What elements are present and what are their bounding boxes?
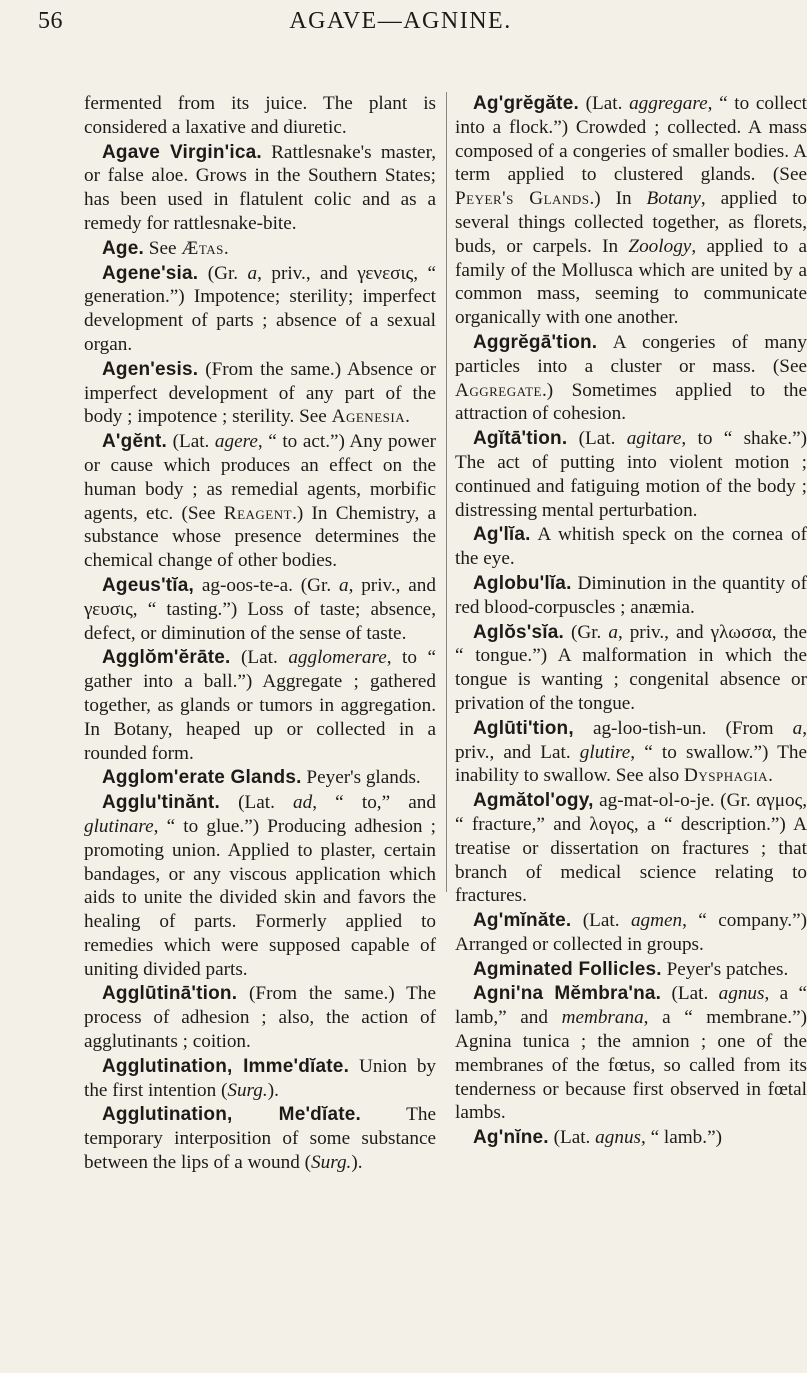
- entry-headword: Agglutination, Me'dĭate.: [102, 1104, 362, 1126]
- entry-text: ag-mat-ol-o-je. (Gr. αγμος, “ fracture,” and λογος, a “ description.”) A treatise or dissertation on fractures ; that branch of medical science relating to fractures.: [455, 790, 807, 907]
- entry-text: (Lat.: [230, 647, 289, 669]
- entry-text: ).: [351, 1152, 363, 1174]
- entry-text: (Lat.: [578, 93, 630, 114]
- dictionary-entry: [84, 646, 436, 765]
- entry-text: See: [143, 237, 182, 259]
- page-number: 56: [38, 8, 63, 34]
- entry-text: , “ to collect into a flock.”) Crowded ; collected. A mass composed of a congeries of smaller bodies. A term applied to clustered glands. (See: [455, 93, 807, 186]
- dictionary-entry: [84, 141, 436, 236]
- entry-text: .) Sometimes applied to the attraction of cohesion.: [455, 379, 807, 425]
- entry-headword: Ageus'tĭa,: [102, 574, 195, 596]
- entry-text: (Lat.: [548, 1127, 596, 1149]
- dictionary-entry: [455, 717, 807, 788]
- italic-term: agitare: [626, 428, 682, 450]
- cross-reference: Peyer's Glands: [455, 188, 590, 210]
- entry-text: ag-oos-te-a. (Gr.: [194, 574, 339, 596]
- entry-headword: Ag'grĕgăte.: [473, 93, 579, 114]
- entry-text: Peyer's glands.: [301, 767, 421, 789]
- italic-term: ad: [293, 792, 313, 814]
- entry-headword: A'gĕnt.: [102, 431, 168, 453]
- entry-text: The temporary interposition of some substance between the lips of a wound (: [84, 1104, 436, 1174]
- right-column: [455, 92, 807, 1151]
- entry-headword: Agĭtā'tion.: [473, 428, 568, 450]
- dictionary-entry: [84, 1055, 436, 1103]
- entry-headword: Ag'mĭnăte.: [473, 910, 572, 932]
- entry-headword: Agmătol'ogy,: [473, 790, 594, 812]
- italic-term: Surg.: [311, 1152, 352, 1174]
- italic-term: agnus: [595, 1127, 641, 1149]
- italic-term: glutire: [579, 741, 631, 763]
- italic-term: Surg.: [227, 1079, 268, 1101]
- italic-term: Botany: [646, 188, 701, 210]
- dictionary-entry: [84, 1103, 436, 1174]
- dictionary-entry: [455, 92, 807, 330]
- entry-text: , priv., and γλωσσα, the “ tongue.”) A malformation in which the tongue is wanting ; congenital absence or privation of the tongue.: [455, 621, 807, 714]
- dictionary-entry: [84, 430, 436, 573]
- entry-text: , to “ gather into a ball.”) Aggregate ; gathered together, as glands or tumors in aggregation. In Botany, heaped up or collected in a rounded form.: [84, 647, 436, 764]
- entry-headword: Agen'esis.: [102, 358, 199, 380]
- italic-term: aggregare: [629, 93, 708, 114]
- entry-text: , applied to a family of the Mollusca which are united by a common mass, seeming to communicate organically with one another.: [455, 235, 807, 329]
- italic-term: glutinare: [84, 815, 154, 837]
- entry-headword: Agglutination, Imme'dĭate.: [102, 1055, 350, 1077]
- dictionary-entry: [84, 92, 436, 140]
- entry-text: .: [405, 406, 410, 428]
- dictionary-entry: [455, 427, 807, 522]
- entry-headword: Aglobu'lĭa.: [473, 572, 572, 594]
- left-column: [84, 92, 436, 1176]
- dictionary-entry: [455, 1126, 807, 1150]
- entry-headword: Agene'sia.: [102, 262, 199, 284]
- dictionary-entry: [84, 237, 436, 261]
- dictionary-entry: [84, 358, 436, 429]
- entry-headword: Agave Virgin'ica.: [102, 141, 262, 163]
- entry-text: , a “ membrane.”) Agnina tunica ; the amnion ; one of the membranes of the fœtus, so called from its tenderness or because first observed in fœtal lambs.: [455, 1007, 807, 1124]
- entry-headword: Agglom'erate Glands.: [102, 767, 302, 789]
- entry-text: A whitish speck on the cornea of the eye.: [455, 524, 807, 570]
- entry-text: , “ to act.”) Any power or cause which produces an effect on the human body ; as remedial agents, morbific agents, etc. (See: [84, 431, 436, 524]
- italic-term: agmen: [630, 910, 683, 932]
- entry-headword: Agni'na Mĕmbra'na.: [473, 983, 662, 1005]
- dictionary-entry: [455, 621, 807, 716]
- entry-text: .: [223, 237, 229, 259]
- italic-term: agnus: [718, 983, 765, 1005]
- dictionary-entry: [455, 523, 807, 571]
- cross-reference: Aggregate: [455, 379, 542, 401]
- entry-text: (Lat.: [167, 431, 215, 453]
- column-divider: [446, 92, 447, 892]
- entry-text: (Gr.: [564, 621, 609, 643]
- entry-text: ag-loo-tish-un. (From: [573, 717, 793, 739]
- entry-headword: Ag'lĭa.: [473, 524, 531, 546]
- italic-term: a: [247, 262, 258, 284]
- dictionary-entry: [455, 572, 807, 620]
- entry-text: (From the same.) The process of adhesion ; also, the action of agglutinants ; coition.: [84, 983, 436, 1053]
- entry-text: , to “ shake.”) The act of putting into violent motion ; continued and fatiguing motion of the body ; distressing mental perturbation.: [455, 428, 807, 521]
- entry-text: , “ lamb.”): [641, 1127, 722, 1149]
- dictionary-entry: [455, 982, 807, 1125]
- running-head: AGAVE—AGNINE.: [289, 8, 512, 34]
- entry-headword: Agglu'tinănt.: [102, 792, 220, 814]
- italic-term: Zoology: [628, 235, 692, 257]
- dictionary-entry: [455, 789, 807, 908]
- dictionary-entry: [84, 574, 436, 645]
- dictionary-entry: [84, 262, 436, 357]
- dictionary-entry: [455, 958, 807, 982]
- entry-text: Rattlesnake's master, or false aloe. Grows in the Southern States; has been used in flatulent colic and as a remedy for rattlesnake-bite.: [84, 141, 436, 234]
- italic-term: a: [792, 717, 803, 739]
- entry-text: (Lat.: [567, 428, 627, 450]
- entry-headword: Age.: [102, 237, 144, 259]
- entry-text: Peyer's patches.: [661, 958, 789, 980]
- entry-text: , “ company.”) Arranged or collected in groups.: [455, 910, 807, 955]
- entry-text: (Lat.: [661, 983, 719, 1005]
- entry-text: , priv., and γενεσις, “ generation.”) Impotence; sterility; imperfect development of parts ; absence of a sexual organ.: [84, 262, 436, 355]
- entry-text: , a “ lamb,” and: [455, 983, 807, 1029]
- entry-text: (From the same.) Absence or imperfect development of any part of the body ; impotence ; sterility. See: [84, 358, 436, 428]
- dictionary-entry: [84, 982, 436, 1053]
- entry-text: Union by the first intention (: [84, 1055, 437, 1101]
- cross-reference: Agenesia: [331, 406, 406, 428]
- dictionary-entry: [455, 331, 807, 426]
- italic-term: membrana: [561, 1007, 644, 1029]
- entry-headword: Agglŏm'ĕrāte.: [102, 647, 231, 669]
- entry-text: ).: [267, 1079, 279, 1101]
- italic-term: agglomerare: [288, 647, 387, 669]
- entry-text: Diminution in the quantity of red blood-corpuscles ; anæmia.: [455, 572, 807, 618]
- entry-text: A congeries of many particles into a cluster or mass. (See: [455, 331, 807, 377]
- entry-headword: Agglūtinā'tion.: [102, 983, 238, 1005]
- entry-text: , “ to swallow.”) The inability to swallow. See also: [455, 741, 807, 787]
- entry-text: .) In: [589, 188, 647, 210]
- entry-headword: Aglūti'tion,: [473, 717, 574, 739]
- entry-text: .) In Chemistry, a substance whose presence determines the chemical change of other bodies.: [84, 502, 436, 572]
- entry-text: (Lat.: [219, 792, 294, 814]
- entry-headword: Agminated Follicles.: [473, 958, 662, 980]
- italic-term: a: [608, 621, 618, 643]
- entry-headword: Aglŏs'sĭa.: [473, 621, 564, 643]
- entry-text: (Gr.: [198, 262, 248, 284]
- cross-reference: Reagent: [223, 502, 293, 524]
- dictionary-entry: [455, 909, 807, 957]
- entry-text: , priv., and γευσις, “ tasting.”) Loss of taste; absence, defect, or diminution of the sense of taste.: [84, 574, 436, 644]
- cross-reference: Ætas: [181, 237, 224, 259]
- italic-term: agere: [214, 431, 258, 453]
- entry-headword: Aggrĕgā'tion.: [473, 331, 598, 353]
- cross-reference: Dysphagia: [683, 765, 769, 787]
- entry-text: , applied to several things collected together, as florets, buds, or carpels. In: [455, 188, 807, 257]
- dictionary-entry: [84, 766, 436, 790]
- dictionary-entry: [84, 791, 436, 981]
- entry-text: , priv., and Lat.: [455, 717, 807, 763]
- entry-text: .: [768, 765, 773, 787]
- entry-text: (Lat.: [571, 910, 631, 932]
- entry-text: , “ to,” and: [312, 792, 436, 814]
- entry-text: fermented from its juice. The plant is considered a laxative and diuretic.: [84, 93, 436, 138]
- entry-text: , “ to glue.”) Producing adhesion ; promoting union. Applied to plaster, certain bandages, or any viscous application which aids to unite the divided skin and favors the healing of parts. Formerly applied to remedies which were supposed capable of uniting divided parts.: [84, 815, 436, 980]
- entry-headword: Ag'nĭne.: [473, 1127, 549, 1149]
- italic-term: a: [339, 574, 349, 596]
